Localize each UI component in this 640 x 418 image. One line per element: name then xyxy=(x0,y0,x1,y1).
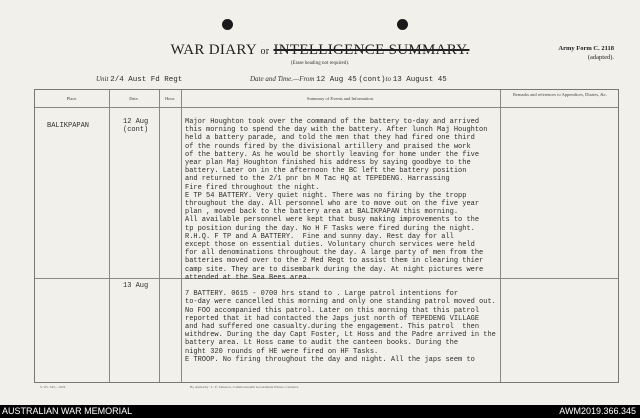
col-summary: Summary of Events and Information. xyxy=(306,96,375,101)
diary-table xyxy=(34,89,619,383)
punch-hole xyxy=(222,19,233,30)
army-form-label xyxy=(558,44,614,62)
entry-summary-text: Major Houghton took over the command of the battery to-day and arrived this morning to spend the day with the battery. After lunch Maj Houghton held a battery parade, and told the men that they had fired one third of the rounds fired by the divisional artillery and praised the work of the battery. As he would be shortly leaving for home under the five year plan Maj Houghton finished his address by saying goodbye to the battery. Later on in the afternoon the BC left the battery position and returned to the 2/1 pnr bn M Tac HQ at TEPEDENG. Harrassing Fire fired throughout the night. E TP 54 BATTERY. Very quiet night. There was no firing by the tropp throughout the day. All personnel who are to move out on the five year plan , moved back to the battery area at BALIKPAPAN this morning. All available personnel were kept that busy making improvements to the tp position during the day. No H F Tasks were fired during the night. R.H.Q. F TP and A BATTERY. Fine and sunny day. Rest day for all except those on essential duties. Voluntary church services were held for all denominations throughout the day. A large party of men from the batteries moved over to the 2 Med Regt to assist them in clearing thier camp site. They are to disembark during the day. At night pictures were attended at the Sea Bees area. 7 BATTERY. 0615 - 0700 hrs stand to . Large patrol intentions for to-day were cancelled this morning and only one standing patrol moved out. No FOO accompanied this patrol. Later on this morning that this patrol reported that it had contacted the Japs just north of TEPEDENG VILLAGE and had suffered one casualty.during the engagement. This patrol then withdrew. During the day Capt Foster, Lt Hoss and the Padre arrived in the battery area. Lt Hoss came to audit the canteen books. During the night 320 rounds of HE were fired on HF Tasks. E TROOP. No firing throughout the day and night. All the japs seem to xyxy=(185,118,496,364)
column-divider xyxy=(159,90,160,382)
printer-note: By Authority : L. F. Johnston, Commonwealth Government Printer, Canberra. xyxy=(190,385,300,389)
entry-date-13aug: 13 Aug xyxy=(123,282,149,290)
army-form-number: Army Form C. 2118 xyxy=(558,45,614,52)
page-title xyxy=(0,42,640,59)
date-time-line xyxy=(250,75,447,84)
entry-place: BALIKPAPAN xyxy=(47,122,90,130)
col-hour: Hour. xyxy=(164,96,176,101)
unit-line xyxy=(96,75,182,84)
col-date: Date. xyxy=(129,96,139,101)
to-value: 13 August 45 xyxy=(392,76,447,84)
title-war-diary: WAR DIARY xyxy=(170,42,257,58)
column-divider xyxy=(181,90,182,382)
archive-id: AWM2019.366.345 xyxy=(559,406,636,416)
datetime-label: Date and Time.—From xyxy=(250,75,315,83)
to-label: to xyxy=(385,75,391,83)
title-struck: INTELLIGENCE SUMMARY. xyxy=(273,42,470,58)
from-value: 12 Aug 45 xyxy=(316,76,357,84)
unit-label: Unit xyxy=(96,75,109,83)
army-form-adapted: (adapted). xyxy=(587,54,614,61)
punch-hole xyxy=(397,19,408,30)
header-divider xyxy=(35,107,618,108)
unit-value: 2/4 Aust Fd Regt xyxy=(110,76,183,84)
cont-label: (cont) xyxy=(358,76,386,84)
title-or: or xyxy=(260,46,270,57)
archive-caption: AUSTRALIAN WAR MEMORIAL xyxy=(2,406,133,416)
column-divider xyxy=(500,90,501,382)
erase-note: (Erase heading not required). xyxy=(290,61,350,66)
entry-date-12aug: 12 Aug (cont) xyxy=(123,118,149,135)
col-place: Place. xyxy=(66,96,78,101)
column-divider xyxy=(109,90,110,382)
col-remarks: Remarks and references to Appendices, Diaries, &c. xyxy=(512,92,608,97)
form-code: S. Wt. 345—1924 xyxy=(40,385,66,389)
